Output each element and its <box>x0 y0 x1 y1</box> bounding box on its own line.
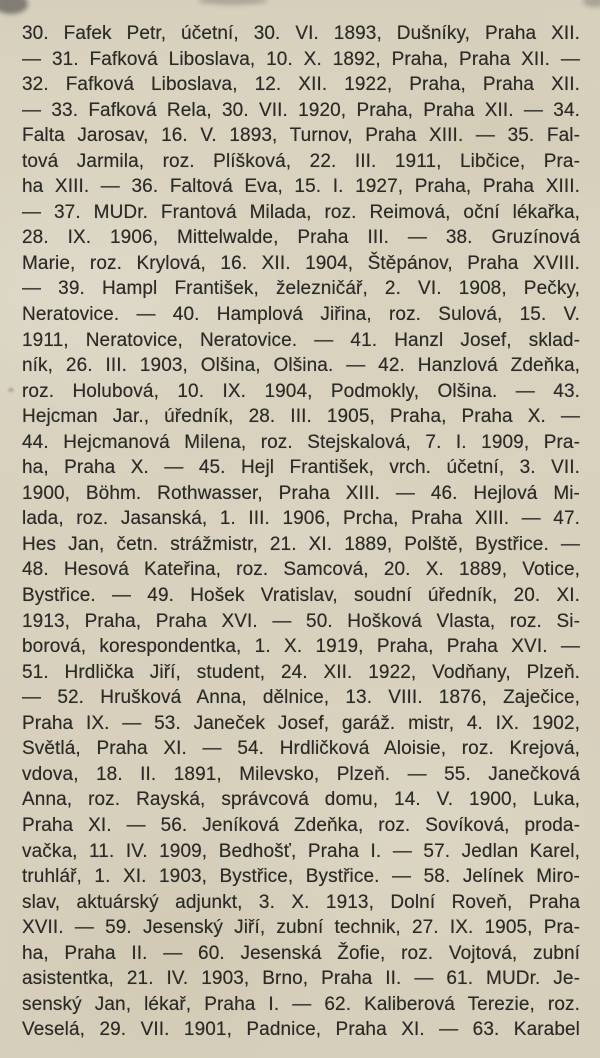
text-line: — 52. Hrušková Anna, dělnice, 13. VIII. 1876, Zaječice, <box>22 687 580 709</box>
text-line: Falta Jarosav, 16. V. 1893, Turnov, Praha XIII. — 35. Fal- <box>22 125 580 147</box>
text-line: senský Jan, lékař, Praha I. — 62. Kaliberová Terezie, roz. <box>22 993 580 1015</box>
text-line: asistentka, 21. IV. 1903, Brno, Praha II. — 61. MUDr. Je- <box>22 968 580 990</box>
text-line: 1913, Praha, Praha XVI. — 50. Hošková Vlasta, roz. Si- <box>22 610 580 632</box>
text-line: tová Jarmila, roz. Plíšková, 22. III. 1911, Libčice, Pra- <box>22 150 580 172</box>
text-line: Praha IX. — 53. Janeček Josef, garáž. mistr, 4. IX. 1902, <box>22 712 580 734</box>
text-line: ha XIII. — 36. Faltová Eva, 15. I. 1927, Praha, Praha XIII. <box>22 176 580 198</box>
text-line: 44. Hejcmanová Milena, roz. Stejskalová, 7. I. 1909, Pra- <box>22 431 580 453</box>
scan-artifact-top-smudge <box>198 0 268 5</box>
text-line: Hes Jan, četn. strážmistr, 21. XI. 1889, Polště, Bystřice. — <box>22 533 580 555</box>
text-line: 48. Hesová Kateřina, roz. Samcová, 20. X. 1889, Votice, <box>22 559 580 581</box>
text-line: Bystřice. — 49. Hošek Vratislav, soudní úředník, 20. XI. <box>22 585 580 607</box>
text-line: vdova, 18. II. 1891, Milevsko, Plzeň. — 55. Janečková <box>22 763 580 785</box>
text-line: truhlář, 1. XI. 1903, Bystřice, Bystřice. — 58. Jelínek Miro- <box>22 866 580 888</box>
text-line: Marie, roz. Krylová, 16. XII. 1904, Štěpánov, Praha XVIII. <box>22 252 580 274</box>
text-line: — 39. Hampl František, železničář, 2. VI. 1908, Pečky, <box>22 278 580 300</box>
text-line: ha, Praha X. — 45. Hejl František, vrch. účetní, 3. VII. <box>22 457 580 479</box>
text-line: Veselá, 29. VII. 1901, Padnice, Praha XI. — 63. Karabel <box>22 1019 580 1041</box>
text-line: — 37. MUDr. Frantová Milada, roz. Reimová, oční lékařka, <box>22 201 580 223</box>
text-line: Anna, roz. Rayská, správcová domu, 14. V. 1900, Luka, <box>22 789 580 811</box>
text-line: 1900, Böhm. Rothwasser, Praha XIII. — 46. Hejlová Mi- <box>22 482 580 504</box>
text-line: slav, aktuárský adjunkt, 3. X. 1913, Dolní Roveň, Praha <box>22 891 580 913</box>
text-line: borová, korespondentka, 1. X. 1919, Praha, Praha XVI. — <box>22 636 580 658</box>
text-line: Neratovice. — 40. Hamplová Jiřina, roz. Sulová, 15. V. <box>22 304 580 326</box>
scan-artifact-left-speck <box>8 388 14 392</box>
text-line: 1911, Neratovice, Neratovice. — 41. Hanzl Josef, sklad- <box>22 329 580 351</box>
text-line: 28. IX. 1906, Mittelwalde, Praha III. — 38. Gruzínová <box>22 227 580 249</box>
scan-artifact-corner-top-left <box>0 0 28 14</box>
document-text <box>22 21 580 1043</box>
text-line: ník, 26. III. 1903, Olšina, Olšina. — 42. Hanzlová Zdeňka, <box>22 355 580 377</box>
text-line: 32. Fafková Liboslava, 12. XII. 1922, Praha, Praha XII. <box>22 74 580 96</box>
text-line: Praha XI. — 56. Jeníková Zdeňka, roz. Sovíková, proda- <box>22 814 580 836</box>
text-line: Světlá, Praha XI. — 54. Hrdličková Aloisie, roz. Krejová, <box>22 738 580 760</box>
text-line: 51. Hrdlička Jiří, student, 24. XII. 1922, Vodňany, Plzeň. <box>22 661 580 683</box>
text-line: XVII. — 59. Jesenský Jiří, zubní technik, 27. IX. 1905, Pra- <box>22 917 580 939</box>
text-line: Hejcman Jar., úředník, 28. III. 1905, Praha, Praha X. — <box>22 406 580 428</box>
text-line: ha, Praha II. — 60. Jesenská Žofie, roz. Vojtová, zubní <box>22 942 580 964</box>
text-line: vačka, 11. IV. 1909, Bedhošť, Praha I. — 57. Jedlan Karel, <box>22 840 580 862</box>
text-line: — 31. Fafková Liboslava, 10. X. 1892, Praha, Praha XII. — <box>22 48 580 70</box>
text-line: — 33. Fafková Rela, 30. VII. 1920, Praha, Praha XII. — 34. <box>22 99 580 121</box>
text-line: lada, roz. Jasanská, 1. III. 1906, Prcha, Praha XIII. — 47. <box>22 508 580 530</box>
scan-artifact-corner-top-right <box>583 0 600 7</box>
text-line: roz. Holubová, 10. IX. 1904, Podmokly, Olšina. — 43. <box>22 380 580 402</box>
text-line: 30. Fafek Petr, účetní, 30. VI. 1893, Dušníky, Praha XII. <box>22 23 580 44</box>
